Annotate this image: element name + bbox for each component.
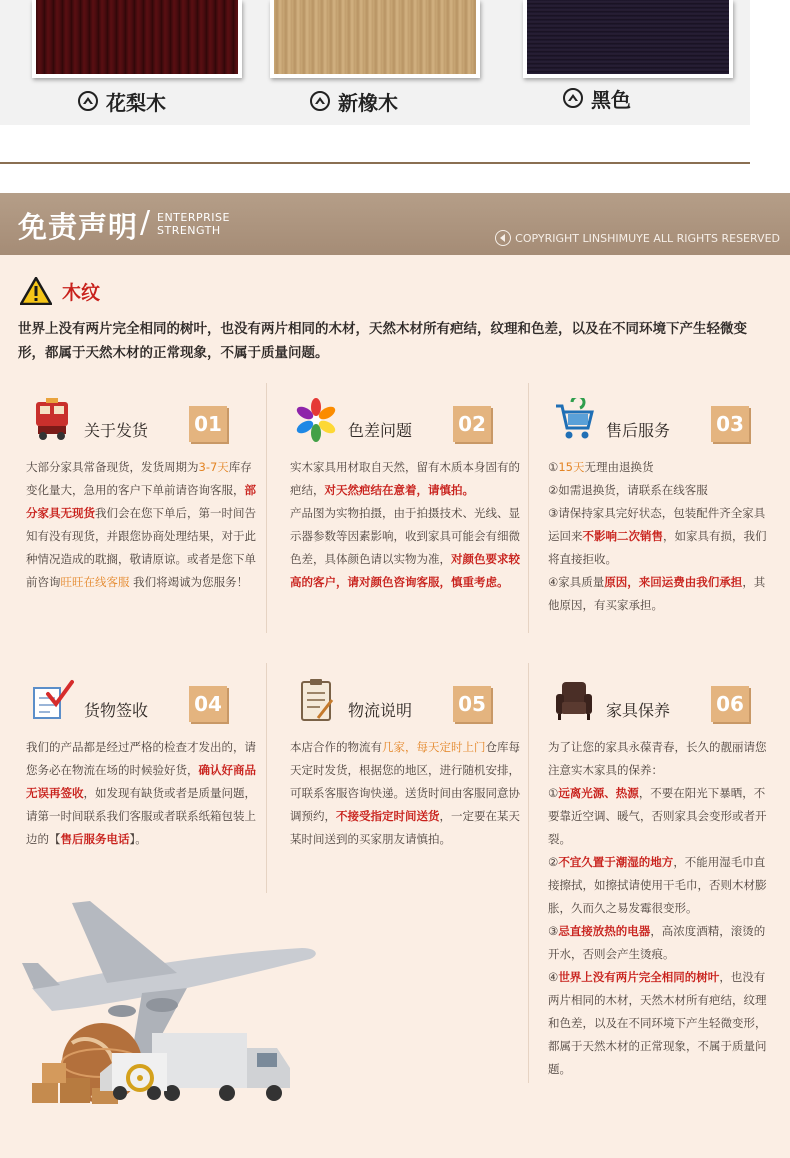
wood-grain-heading — [20, 277, 100, 305]
wood-grain-text: 世界上没有两片完全相同的树叶，也没有两片相同的木材，天然木材所有疤结，纹理和色差，以及在不同环境下产生轻微变形，都属于天然木材的正常现象，不属于质量问题。 — [18, 321, 747, 361]
text-segment: ④ — [548, 970, 559, 984]
text-segment: 库存变化量大，急用的客户下单前请咨询客服， — [26, 460, 252, 497]
highlight-text: 部分家具无现货 — [26, 483, 256, 520]
text-segment: ② — [548, 855, 559, 869]
wood-grain-title: 木纹 — [62, 281, 101, 304]
text-segment: ，也没有两片相同的木材，天然木材所有疤结，纹理和色差，以及在不同环境下产生轻微变形，都属于天然木材的正常现象，不属于质量问题。 — [548, 970, 767, 1076]
block-number: 01 — [189, 406, 227, 442]
column-separator — [528, 663, 529, 1083]
text-segment: ，一定要在某天某时间送到的买家朋友请慎拍。 — [290, 809, 520, 846]
warning-icon — [20, 277, 52, 305]
block-title: 物流说明 — [348, 701, 413, 720]
text-segment: ① — [548, 786, 559, 800]
subtitle-line-1: ENTERPRISE — [157, 211, 230, 224]
swatch-label-2[interactable] — [310, 88, 398, 114]
text-segment: 为了让您的家具永葆青春，长久的靓丽请您注意实木家具的保养： — [548, 740, 767, 777]
delivery-truck-icon — [30, 398, 74, 442]
column-separator — [266, 663, 267, 893]
column-separator — [528, 383, 529, 633]
text-segment: ②如需退换货，请联系在线客服 — [548, 483, 708, 497]
text-segment: 我们将竭诚为您服务！ — [129, 575, 249, 589]
highlight-text: 不接受指定时间送货 — [336, 809, 440, 823]
text-segment: ，如家具有损，我们将直接拒收。 — [548, 529, 767, 566]
text-segment: 大部分家具常备现货，发货周期为 — [26, 460, 199, 474]
disclaimer-title: 免责声明 — [18, 210, 139, 244]
armchair-icon — [552, 678, 596, 722]
block-body — [26, 456, 258, 594]
block-body — [290, 736, 522, 851]
highlight-text: 几家，每天定时上门 — [382, 740, 486, 754]
block-number: 05 — [453, 686, 491, 722]
text-segment: ，其他原因，有买家承担。 — [548, 575, 766, 612]
copyright-text: COPYRIGHT LINSHIMUYE ALL RIGHTS RESERVED — [515, 231, 780, 245]
highlight-text: 对天然疤结在意着，请慎拍。 — [324, 483, 474, 497]
highlight-text: 远离光源、热源 — [558, 786, 639, 800]
text-segment: ，如发现有缺货或者是质量问题，请第一时间联系我们客服或者联系纸箱包装上边的【 — [26, 786, 256, 846]
highlight-text: 确认好商品无误再签收 — [26, 763, 256, 800]
swatch-label-text: 黑色 — [591, 87, 631, 112]
up-arrow-icon — [563, 88, 583, 108]
shopping-cart-icon — [552, 398, 596, 442]
text-segment: 我们的产品都是经过严格的检查才发出的，请您务必在物流在场的时候验好货， — [26, 740, 256, 777]
swatch-label-text: 新橡木 — [338, 90, 398, 115]
subtitle-line-2: STRENGTH — [157, 224, 221, 237]
highlight-text: 不宜久置于潮湿的地方 — [558, 855, 674, 869]
arrow-left-circle-icon — [495, 230, 511, 246]
block-number: 04 — [189, 686, 227, 722]
swatch-new-oak — [270, 0, 480, 78]
disclaimer-header — [0, 193, 790, 255]
section-divider — [0, 162, 750, 164]
checklist-icon — [30, 678, 74, 722]
highlight-text: 3-7天 — [198, 460, 229, 474]
clipboard-icon — [294, 678, 338, 722]
text-segment: 产品图为实物拍摄，由于拍摄技术、光线、显示器参数等因素影响，收到家具可能会有细微色差，具体颜色请以实物为准， — [290, 506, 520, 566]
up-arrow-icon — [78, 91, 98, 111]
text-segment: ，不能用湿毛巾直接擦拭，如擦拭请使用干毛巾，否则木材膨胀，久而久之易发霉很变形。 — [548, 855, 767, 915]
swatch-label-text: 花梨木 — [106, 90, 166, 115]
swatch-label-3[interactable] — [563, 85, 631, 111]
block-title: 家具保养 — [606, 701, 671, 720]
disclaimer-subtitle — [157, 211, 230, 237]
block-body — [548, 456, 770, 617]
text-segment: 我们会在您下单后，第一时间告知有没有现货，并跟您协商处理结果，对于此种情况造成的耽搁，敬请原谅。或者是您下单前咨询 — [26, 506, 256, 589]
swatch-huali-wood — [32, 0, 242, 78]
text-segment: 实木家具用材取自天然，留有木质本身固有的疤结， — [290, 460, 520, 497]
block-number: 03 — [711, 406, 749, 442]
up-arrow-icon — [310, 91, 330, 111]
text-segment: 】。 — [129, 832, 147, 846]
transport-illustration — [12, 893, 332, 1123]
airplane-icon — [22, 901, 316, 1053]
block-body — [290, 456, 522, 594]
swatch-label-1[interactable] — [78, 88, 166, 114]
block-body — [26, 736, 258, 851]
column-separator — [266, 383, 267, 633]
text-segment: ③ — [548, 924, 559, 938]
text-segment: ③请保持家具完好状态，包装配件齐全家具运回来 — [548, 506, 766, 543]
text-segment: 本店合作的物流有 — [290, 740, 382, 754]
disclaimer-section — [0, 193, 790, 1158]
text-segment: 无理由退换货 — [584, 460, 654, 474]
block-title: 关于发货 — [84, 421, 149, 440]
highlight-text: 世界上没有两片完全相同的树叶 — [558, 970, 720, 984]
text-segment: ，高浓度酒精，滚烫的开水，否则会产生烫痕。 — [548, 924, 766, 961]
wood-swatch-panel — [0, 0, 750, 125]
highlight-text: 原因，来回运费由我们承担 — [604, 575, 743, 589]
text-segment: ，不要在阳光下暴晒，不要靠近空调、暖气，否则家具会变形或者开裂。 — [548, 786, 767, 846]
block-body — [548, 736, 770, 1081]
highlight-text: 售后服务电话 — [60, 832, 130, 846]
copyright-notice — [495, 230, 780, 246]
swatch-black — [523, 0, 733, 78]
title-slash: / — [140, 205, 151, 240]
block-title: 售后服务 — [606, 421, 671, 440]
highlight-text: 15天 — [558, 460, 585, 474]
block-title: 货物签收 — [84, 701, 149, 720]
block-number: 02 — [453, 406, 491, 442]
highlight-text: 忌直接放热的电器 — [558, 924, 651, 938]
highlight-text: 对颜色要求较高的客户，请对颜色咨询客服，慎重考虑。 — [290, 552, 520, 589]
text-segment: ④家具质量 — [548, 575, 605, 589]
online-service-link[interactable]: 旺旺在线客服 — [60, 575, 130, 589]
block-title: 色差问题 — [348, 421, 413, 440]
truck-icon — [152, 1033, 290, 1101]
highlight-text: 不影响二次销售 — [582, 529, 663, 543]
block-number: 06 — [711, 686, 749, 722]
color-palette-icon — [294, 398, 338, 442]
text-segment: 仓库每天定时发货，根据您的地区，进行随机安排，可联系客服咨询快递。送货时间由客服同意协调预约， — [290, 740, 520, 823]
text-segment: ① — [548, 460, 559, 474]
